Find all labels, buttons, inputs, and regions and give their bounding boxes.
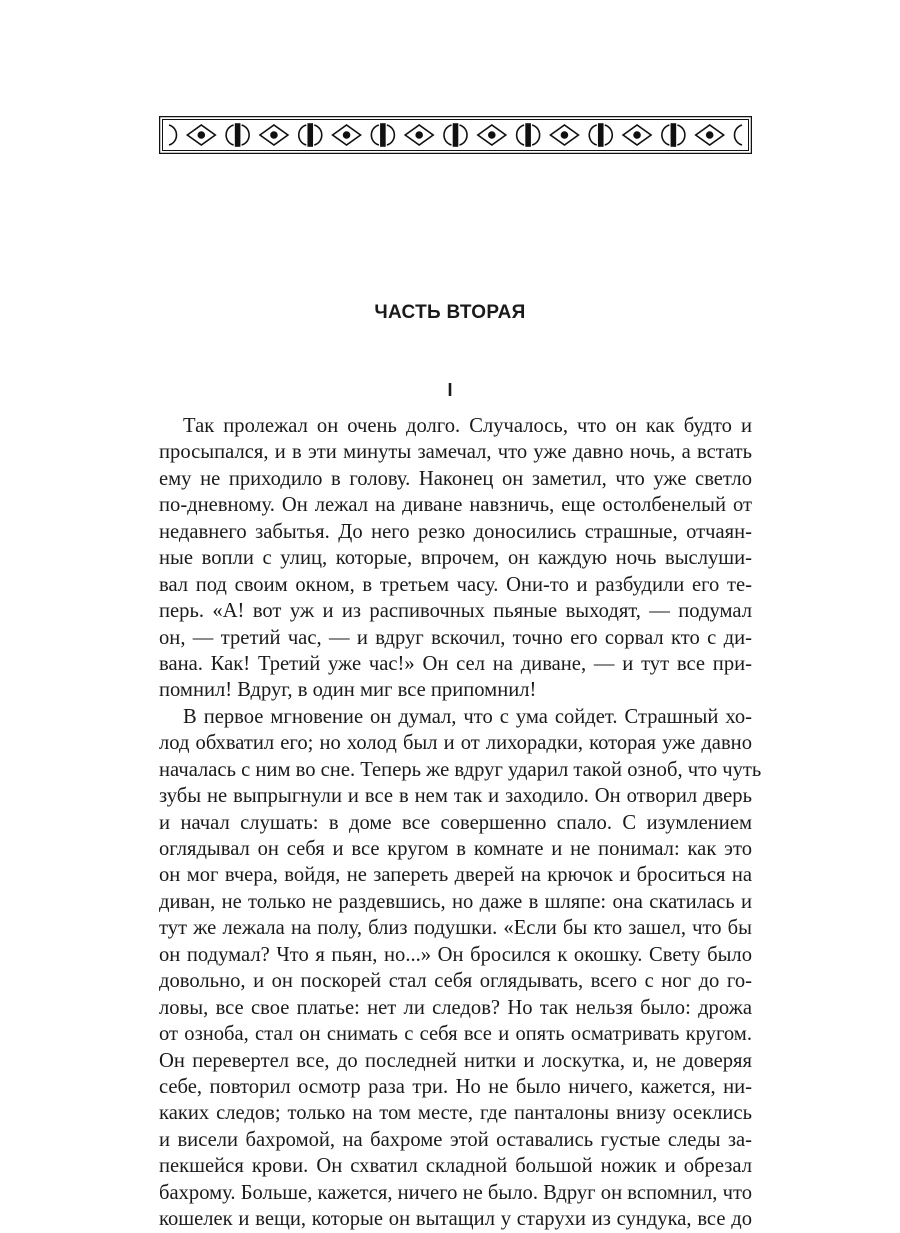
text-line: он мог вчера, войдя, не запереть дверей на крючок и броситься на bbox=[159, 864, 752, 887]
text-line: он подумал? Что я пьян, но...» Он бросился к окошку. Свету было bbox=[159, 943, 752, 966]
text-line: кошелек и вещи, которые он вытащил у старухи из сундука, все до bbox=[159, 1208, 752, 1231]
text-line: вана. Как! Третий уже час!» Он сел на диване, — и тут все при- bbox=[159, 652, 752, 675]
text-line: по-дневному. Он лежал на диване навзничь, еще остолбенелый от bbox=[159, 494, 752, 517]
text-line: себе, повторил осмотр раза три. Но не было ничего, кажется, ни- bbox=[159, 1075, 752, 1098]
text-line: недавнего забытья. До него резко доносились страшные, отчаян- bbox=[159, 520, 752, 543]
text-line: помнил! Вдруг, в один миг все припомнил! bbox=[159, 679, 537, 702]
text-line: ные вопли с улиц, которые, впрочем, он каждую ночь выслуши- bbox=[159, 547, 752, 570]
text-line: тут же лежала на полу, близ подушки. «Если бы кто зашел, что бы bbox=[159, 917, 752, 940]
text-line: вал под своим окном, в третьем часу. Они-то и разбудили его те- bbox=[159, 573, 752, 596]
text-line: оглядывал он себя и все кругом в комнате и не понимал: как это bbox=[159, 838, 752, 860]
text-line: Так пролежал он очень долго. Случалось, что он как будто и bbox=[183, 415, 752, 437]
text-line: бахрому. Больше, кажется, ничего не было. Вдруг он вспомнил, что bbox=[159, 1181, 752, 1204]
text-line: В первое мгновение он думал, что с ума сойдет. Страшный хо- bbox=[183, 705, 752, 728]
text-line: он, — третий час, — и вдруг вскочил, точно его сорвал кто с ди- bbox=[159, 626, 752, 649]
text-line: довольно, и он поскорей стал себя оглядывать, всего с ног до го- bbox=[159, 970, 752, 993]
decorative-ornament-band bbox=[159, 116, 752, 154]
text-line: лод обхватил его; но холод был и от лихорадки, которая уже давно bbox=[159, 732, 752, 755]
text-line: перь. «А! вот уж и из распивочных пьяные выходят, — подумал bbox=[159, 600, 752, 623]
text-line: просыпался, и в эти минуты замечал, что уже давно ночь, а встать bbox=[159, 441, 752, 464]
text-line: и начал слушать: в доме все совершенно спало. С изумлением bbox=[159, 811, 752, 834]
text-line: зубы не выпрыгнули и все в нем так и заходило. Он отворил дверь bbox=[159, 785, 752, 808]
text-line: каких следов; только на том месте, где панталоны внизу осеклись bbox=[159, 1102, 752, 1125]
chapter-number: I bbox=[447, 380, 453, 400]
text-line: от озноба, стал он снимать с себя все и опять осматривать кругом. bbox=[159, 1023, 752, 1046]
text-line: ловы, все свое платье: нет ли следов? Но так нельзя было: дрожа bbox=[159, 996, 752, 1019]
paragraph bbox=[159, 413, 752, 704]
text-line: пекшейся крови. Он схватил складной большой ножик и обрезал bbox=[159, 1155, 752, 1178]
text-line: ему не приходило в голову. Наконец он заметил, что уже светло bbox=[159, 467, 752, 490]
chapter-text bbox=[159, 413, 762, 1233]
text-line: диван, не только не раздевшись, но даже в шляпе: она скатилась и bbox=[159, 890, 752, 913]
paragraph bbox=[159, 704, 762, 1233]
text-line: Он перевертел все, до последней нитки и лоскутка, и, не доверяя bbox=[159, 1049, 752, 1072]
part-title: ЧАСТЬ ВТОРАЯ bbox=[374, 302, 526, 323]
text-line: началась с ним во сне. Теперь же вдруг ударил такой озноб, что чуть bbox=[159, 758, 762, 781]
text-line: и висели бахромой, на бахроме этой оставались густые следы за- bbox=[159, 1128, 752, 1151]
